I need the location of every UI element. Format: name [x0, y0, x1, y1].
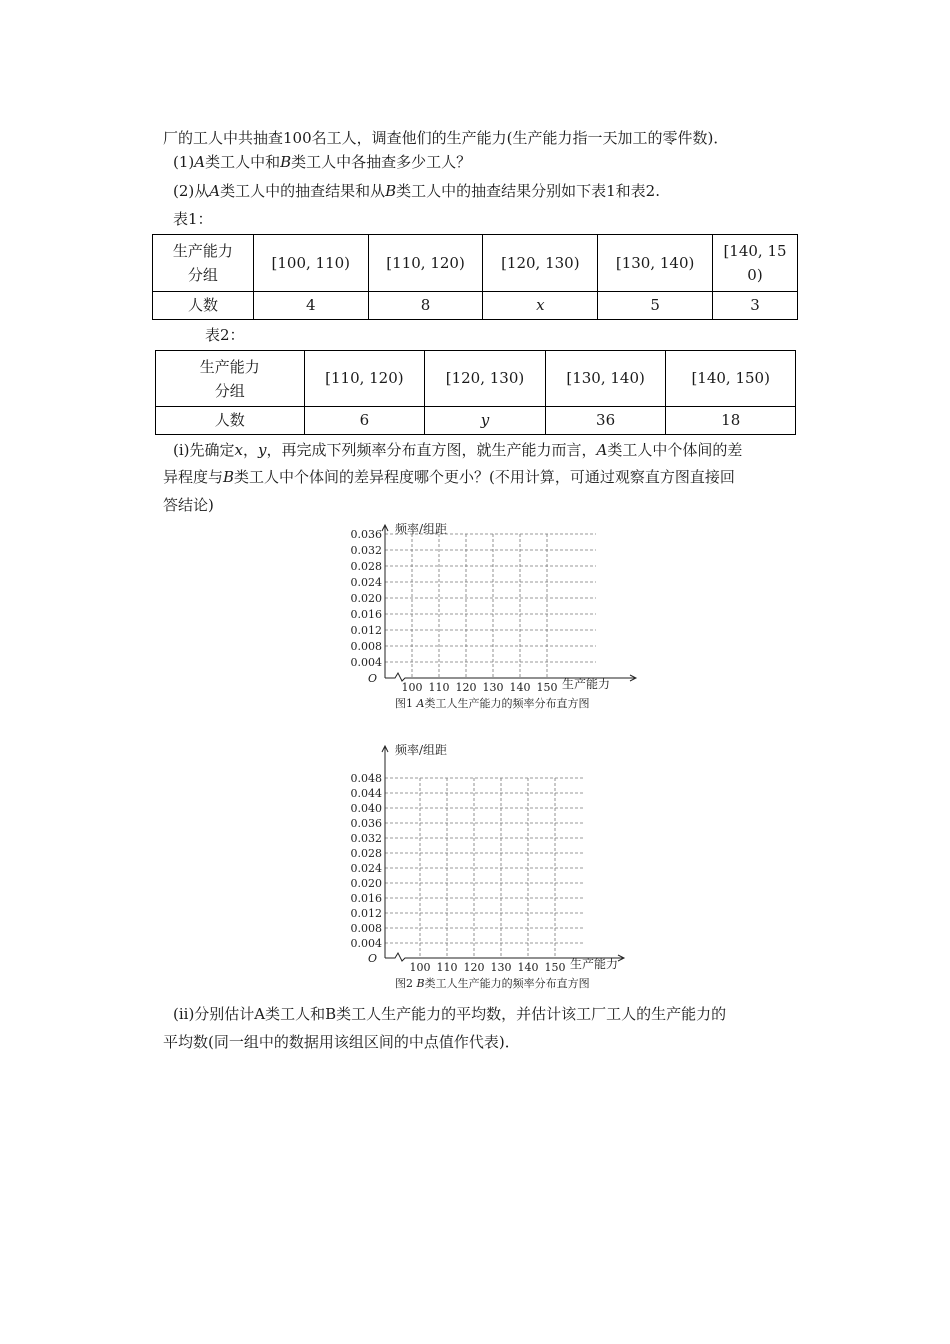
table-header-cell: 生产能力分组 — [156, 351, 305, 407]
y-tick-label: 0.040 — [350, 802, 382, 815]
q2i-prefix: (i)先确定 — [173, 441, 235, 459]
q1-post: 类工人中各抽查多少工人？ — [291, 153, 472, 171]
x-axis-label: 生产能力 — [562, 677, 611, 691]
y-tick-label: 0.032 — [350, 544, 382, 557]
table-header-cell: [130, 140) — [598, 235, 713, 292]
table-header-cell: 生产能力分组 — [153, 235, 254, 292]
x-tick-label: 110 — [436, 961, 458, 974]
table-cell: 5 — [598, 292, 713, 320]
q1-mid: 类工人中和 — [205, 153, 281, 171]
x-tick-label: 140 — [509, 681, 531, 694]
table-row — [156, 351, 796, 407]
table-header-cell: [130, 140) — [545, 351, 666, 407]
x-tick-label: 100 — [409, 961, 431, 974]
question-2i-line2 — [163, 466, 735, 487]
table-header-cell: [110, 120) — [368, 235, 483, 292]
figure-caption-var: B — [416, 977, 425, 990]
q2i-var-y: y — [258, 441, 267, 459]
question-2i-line1 — [173, 439, 742, 460]
table1-caption: 表1： — [173, 210, 213, 228]
origin-label: O — [367, 672, 377, 685]
table-cell: 18 — [666, 407, 796, 435]
q2i-mid: ，再完成下列频率分布直方图，就生产能力而言， — [266, 441, 597, 459]
table-cell: x — [483, 292, 598, 320]
table-header-cell: [140, 150) — [713, 235, 798, 292]
histogram-b — [340, 740, 640, 994]
x-tick-label: 110 — [428, 681, 450, 694]
question-2 — [173, 180, 660, 201]
y-tick-label: 0.020 — [350, 877, 382, 890]
x-tick-label: 120 — [455, 681, 477, 694]
histogram-a — [340, 515, 640, 719]
y-axis-label: 频率/组距 — [395, 522, 448, 536]
q2i-post: 类工人中个体间的差 — [607, 441, 743, 459]
y-tick-label: 0.008 — [350, 922, 382, 935]
table-header-cell: [100, 110) — [253, 235, 368, 292]
y-tick-label: 0.012 — [350, 907, 382, 920]
q1-var-a: A — [194, 153, 206, 171]
q2-mid: 类工人中的抽查结果和从 — [220, 182, 386, 200]
x-tick-label: 120 — [463, 961, 485, 974]
y-tick-label: 0.032 — [350, 832, 382, 845]
q2i-var-a: A — [596, 441, 608, 459]
q2i-var-x: x — [234, 441, 243, 459]
y-tick-label: 0.020 — [350, 592, 382, 605]
histogram-b-svg — [340, 740, 640, 990]
table-row — [153, 235, 798, 292]
table-header-cell: [120, 130) — [425, 351, 546, 407]
x-tick-label: 150 — [544, 961, 566, 974]
table-cell: y — [425, 407, 546, 435]
q2i2-var-b: B — [223, 468, 235, 486]
x-tick-label: 140 — [517, 961, 539, 974]
q2i2-prefix: 异程度与 — [163, 468, 224, 486]
question-2ii-line2: 平均数(同一组中的数据用该组区间的中点值作代表)． — [163, 1033, 520, 1051]
x-tick-label: 130 — [482, 681, 504, 694]
y-tick-label: 0.008 — [350, 640, 382, 653]
figure-caption-text: 类工人生产能力的频率分布直方图 — [424, 977, 590, 990]
q2i-sep: ， — [242, 441, 258, 459]
x-axis-label: 生产能力 — [570, 957, 619, 971]
question-2ii-line1: (ii)分别估计A类工人和B类工人生产能力的平均数，并估计该工厂工人的生产能力的 — [173, 1005, 727, 1023]
table-row-label: 人数 — [153, 292, 254, 320]
x-tick-label: 150 — [536, 681, 558, 694]
q2-prefix: (2)从 — [173, 182, 210, 200]
question-1 — [173, 151, 471, 172]
table-1 — [152, 234, 798, 320]
y-tick-label: 0.028 — [350, 560, 382, 573]
y-tick-label: 0.004 — [350, 656, 382, 669]
q2-var-b: B — [385, 182, 397, 200]
table-2 — [155, 350, 796, 435]
y-tick-label: 0.044 — [350, 787, 382, 800]
y-tick-label: 0.004 — [350, 937, 382, 950]
origin-label: O — [367, 952, 377, 965]
y-tick-label: 0.024 — [350, 862, 382, 875]
table-row-label: 人数 — [156, 407, 305, 435]
histogram-a-svg — [340, 515, 640, 715]
q2i2-post: 类工人中个体间的差异程度哪个更小？(不用计算，可通过观察直方图直接回 — [234, 468, 735, 486]
table-row — [153, 292, 798, 320]
table-cell: 8 — [368, 292, 483, 320]
y-tick-label: 0.012 — [350, 624, 382, 637]
table-cell: 3 — [713, 292, 798, 320]
question-2i-line3: 答结论) — [163, 496, 214, 514]
table-cell: 6 — [304, 407, 425, 435]
table-cell: 4 — [253, 292, 368, 320]
y-tick-label: 0.016 — [350, 608, 382, 621]
table-header-cell: [120, 130) — [483, 235, 598, 292]
y-tick-label: 0.048 — [350, 772, 382, 785]
figure-caption-number: 图2 — [395, 977, 417, 990]
q2-var-a: A — [209, 182, 221, 200]
x-tick-label: 100 — [401, 681, 423, 694]
x-tick-label: 130 — [490, 961, 512, 974]
y-tick-label: 0.024 — [350, 576, 382, 589]
y-tick-label: 0.036 — [350, 528, 382, 541]
figure-caption — [395, 976, 590, 990]
table-row — [156, 407, 796, 435]
q2-post: 类工人中的抽查结果分别如下表1和表2. — [396, 182, 660, 200]
intro-text: 厂的工人中共抽查100名工人，调查他们的生产能力(生产能力指一天加工的零件数)． — [163, 129, 729, 147]
table-header-cell: [140, 150) — [666, 351, 796, 407]
y-tick-label: 0.036 — [350, 817, 382, 830]
figure-caption — [395, 696, 589, 710]
figure-caption-var: A — [416, 697, 425, 710]
table2-caption: 表2： — [205, 326, 245, 344]
table-header-cell: [110, 120) — [304, 351, 425, 407]
figure-caption-text: 类工人生产能力的频率分布直方图 — [424, 697, 590, 710]
y-axis-label: 频率/组距 — [395, 743, 448, 757]
y-tick-label: 0.016 — [350, 892, 382, 905]
figure-caption-number: 图1 — [395, 697, 417, 710]
q1-var-b: B — [280, 153, 292, 171]
y-tick-label: 0.028 — [350, 847, 382, 860]
table-cell: 36 — [545, 407, 666, 435]
q1-prefix: (1) — [173, 153, 195, 171]
